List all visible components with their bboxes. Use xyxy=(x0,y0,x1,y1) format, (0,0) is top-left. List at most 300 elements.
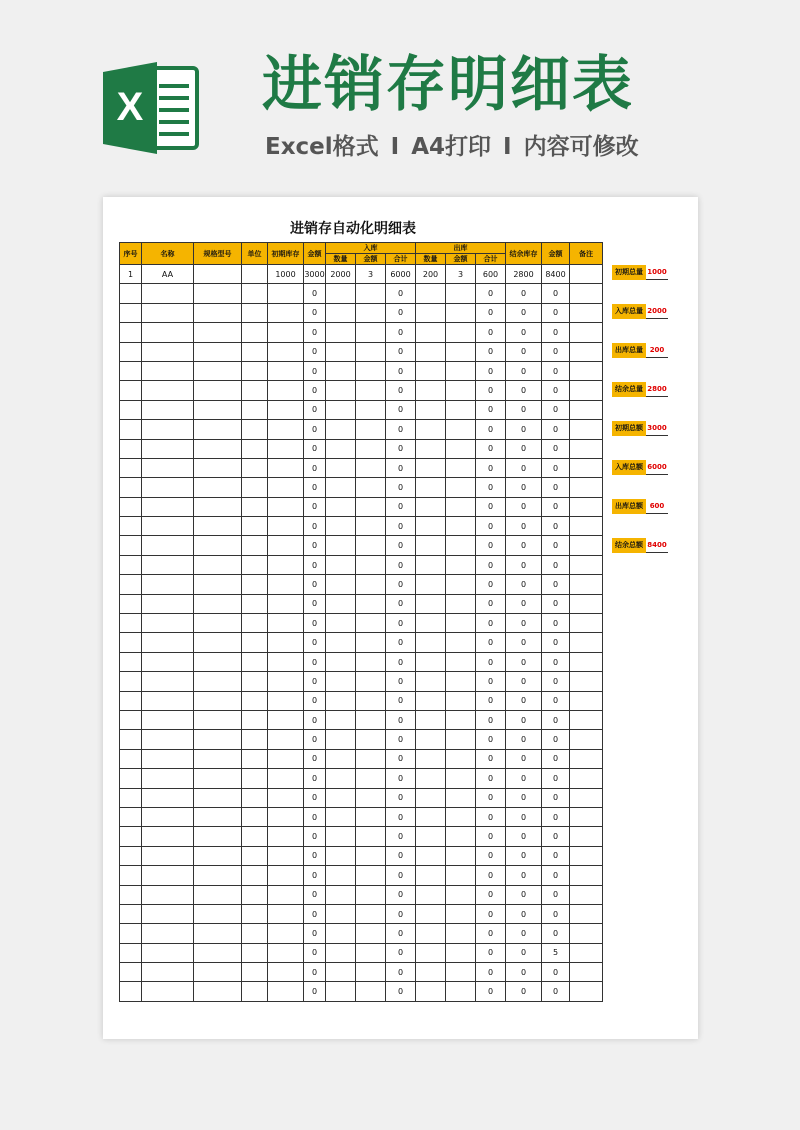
table-cell[interactable] xyxy=(268,536,304,555)
table-cell[interactable] xyxy=(570,361,603,380)
table-cell[interactable] xyxy=(446,749,476,768)
table-cell[interactable] xyxy=(326,749,356,768)
table-cell[interactable] xyxy=(142,458,194,477)
table-cell[interactable] xyxy=(242,497,268,516)
table-cell[interactable] xyxy=(356,846,386,865)
table-cell[interactable] xyxy=(416,458,446,477)
table-cell[interactable] xyxy=(416,342,446,361)
table-cell[interactable]: 0 xyxy=(476,652,506,671)
table-cell[interactable] xyxy=(142,439,194,458)
table-cell[interactable] xyxy=(326,478,356,497)
table-cell[interactable]: 0 xyxy=(476,458,506,477)
table-cell[interactable] xyxy=(416,710,446,729)
table-cell[interactable] xyxy=(242,846,268,865)
table-cell[interactable]: 2000 xyxy=(326,265,356,284)
table-cell[interactable] xyxy=(416,323,446,342)
table-cell[interactable] xyxy=(326,691,356,710)
table-cell[interactable] xyxy=(416,575,446,594)
table-cell[interactable] xyxy=(446,788,476,807)
table-cell[interactable]: 0 xyxy=(542,982,570,1001)
table-cell[interactable] xyxy=(120,323,142,342)
table-cell[interactable]: 0 xyxy=(386,788,416,807)
table-cell[interactable] xyxy=(356,575,386,594)
table-cell[interactable] xyxy=(242,614,268,633)
table-cell[interactable]: 0 xyxy=(304,342,326,361)
table-cell[interactable] xyxy=(570,788,603,807)
table-cell[interactable] xyxy=(268,361,304,380)
table-cell[interactable] xyxy=(268,633,304,652)
table-cell[interactable]: 0 xyxy=(304,536,326,555)
table-cell[interactable] xyxy=(570,846,603,865)
table-cell[interactable] xyxy=(142,963,194,982)
table-cell[interactable] xyxy=(268,827,304,846)
table-cell[interactable]: 0 xyxy=(386,807,416,826)
table-cell[interactable] xyxy=(326,614,356,633)
table-cell[interactable]: 0 xyxy=(542,710,570,729)
table-cell[interactable] xyxy=(268,672,304,691)
table-cell[interactable]: 0 xyxy=(542,614,570,633)
table-cell[interactable] xyxy=(326,400,356,419)
table-cell[interactable] xyxy=(416,885,446,904)
table-cell[interactable] xyxy=(326,807,356,826)
table-cell[interactable]: 0 xyxy=(476,400,506,419)
table-cell[interactable] xyxy=(446,575,476,594)
table-cell[interactable]: 0 xyxy=(304,497,326,516)
table-cell[interactable] xyxy=(142,594,194,613)
table-cell[interactable] xyxy=(120,303,142,322)
table-cell[interactable] xyxy=(326,555,356,574)
table-cell[interactable]: 0 xyxy=(476,943,506,962)
table-cell[interactable] xyxy=(120,555,142,574)
table-cell[interactable] xyxy=(194,594,242,613)
table-cell[interactable] xyxy=(242,807,268,826)
table-cell[interactable]: 0 xyxy=(506,827,542,846)
table-cell[interactable] xyxy=(268,555,304,574)
table-cell[interactable] xyxy=(416,303,446,322)
table-cell[interactable] xyxy=(120,982,142,1001)
table-cell[interactable]: 0 xyxy=(476,866,506,885)
table-cell[interactable] xyxy=(142,323,194,342)
table-cell[interactable] xyxy=(356,710,386,729)
table-cell[interactable] xyxy=(356,769,386,788)
table-cell[interactable] xyxy=(326,730,356,749)
table-cell[interactable] xyxy=(268,303,304,322)
table-cell[interactable] xyxy=(326,963,356,982)
table-cell[interactable]: 0 xyxy=(542,381,570,400)
table-cell[interactable]: 0 xyxy=(542,284,570,303)
table-cell[interactable] xyxy=(194,866,242,885)
table-cell[interactable]: 0 xyxy=(506,517,542,536)
table-cell[interactable]: 6000 xyxy=(386,265,416,284)
table-cell[interactable] xyxy=(416,420,446,439)
table-cell[interactable] xyxy=(142,517,194,536)
table-cell[interactable] xyxy=(416,982,446,1001)
table-cell[interactable] xyxy=(142,284,194,303)
table-cell[interactable] xyxy=(142,555,194,574)
table-cell[interactable] xyxy=(356,323,386,342)
table-cell[interactable]: 0 xyxy=(542,303,570,322)
table-cell[interactable]: 0 xyxy=(386,924,416,943)
table-cell[interactable]: 0 xyxy=(542,323,570,342)
table-cell[interactable]: 0 xyxy=(476,769,506,788)
table-cell[interactable]: 0 xyxy=(506,633,542,652)
table-cell[interactable] xyxy=(120,381,142,400)
table-cell[interactable] xyxy=(356,284,386,303)
table-cell[interactable] xyxy=(194,420,242,439)
table-cell[interactable] xyxy=(142,400,194,419)
table-cell[interactable] xyxy=(446,439,476,458)
table-cell[interactable]: 0 xyxy=(304,885,326,904)
table-cell[interactable] xyxy=(268,749,304,768)
table-cell[interactable]: 600 xyxy=(476,265,506,284)
table-cell[interactable]: 0 xyxy=(476,342,506,361)
table-cell[interactable] xyxy=(356,342,386,361)
table-cell[interactable] xyxy=(120,807,142,826)
table-cell[interactable] xyxy=(268,517,304,536)
table-cell[interactable] xyxy=(326,284,356,303)
table-cell[interactable] xyxy=(120,478,142,497)
table-cell[interactable]: 0 xyxy=(506,749,542,768)
table-cell[interactable] xyxy=(120,904,142,923)
table-cell[interactable] xyxy=(570,555,603,574)
table-cell[interactable] xyxy=(268,710,304,729)
table-cell[interactable] xyxy=(242,303,268,322)
table-cell[interactable] xyxy=(268,730,304,749)
table-cell[interactable] xyxy=(326,904,356,923)
table-cell[interactable] xyxy=(416,672,446,691)
table-cell[interactable] xyxy=(194,904,242,923)
table-cell[interactable]: 0 xyxy=(386,982,416,1001)
table-cell[interactable] xyxy=(446,517,476,536)
table-cell[interactable]: 0 xyxy=(304,807,326,826)
table-cell[interactable] xyxy=(268,381,304,400)
table-cell[interactable] xyxy=(242,381,268,400)
table-cell[interactable]: 0 xyxy=(506,342,542,361)
table-cell[interactable]: 0 xyxy=(542,749,570,768)
table-cell[interactable]: 0 xyxy=(506,943,542,962)
table-cell[interactable] xyxy=(194,497,242,516)
table-cell[interactable]: 0 xyxy=(304,672,326,691)
table-cell[interactable] xyxy=(194,691,242,710)
table-cell[interactable]: 0 xyxy=(542,807,570,826)
table-cell[interactable] xyxy=(570,400,603,419)
table-cell[interactable]: 0 xyxy=(506,788,542,807)
table-cell[interactable] xyxy=(194,807,242,826)
table-cell[interactable] xyxy=(446,672,476,691)
table-cell[interactable]: 0 xyxy=(476,536,506,555)
table-cell[interactable] xyxy=(268,963,304,982)
table-cell[interactable] xyxy=(416,652,446,671)
table-cell[interactable]: 0 xyxy=(476,982,506,1001)
table-cell[interactable] xyxy=(194,575,242,594)
table-cell[interactable]: 0 xyxy=(476,672,506,691)
table-cell[interactable]: 0 xyxy=(304,963,326,982)
table-cell[interactable]: 0 xyxy=(386,536,416,555)
table-cell[interactable] xyxy=(416,769,446,788)
table-cell[interactable] xyxy=(356,866,386,885)
table-cell[interactable] xyxy=(194,846,242,865)
table-cell[interactable] xyxy=(446,420,476,439)
table-cell[interactable] xyxy=(570,284,603,303)
table-cell[interactable]: 0 xyxy=(542,478,570,497)
table-cell[interactable]: 0 xyxy=(476,361,506,380)
table-cell[interactable] xyxy=(446,943,476,962)
table-cell[interactable] xyxy=(356,614,386,633)
table-cell[interactable]: 0 xyxy=(386,284,416,303)
table-cell[interactable]: 0 xyxy=(542,342,570,361)
table-cell[interactable] xyxy=(268,614,304,633)
table-cell[interactable] xyxy=(570,827,603,846)
table-cell[interactable] xyxy=(194,672,242,691)
table-cell[interactable] xyxy=(242,342,268,361)
table-cell[interactable] xyxy=(570,710,603,729)
table-cell[interactable] xyxy=(268,885,304,904)
table-cell[interactable] xyxy=(268,439,304,458)
table-cell[interactable] xyxy=(242,517,268,536)
table-cell[interactable] xyxy=(120,575,142,594)
table-cell[interactable]: 0 xyxy=(386,730,416,749)
table-cell[interactable] xyxy=(446,361,476,380)
table-cell[interactable] xyxy=(356,788,386,807)
table-cell[interactable]: 1 xyxy=(120,265,142,284)
table-cell[interactable]: 0 xyxy=(506,963,542,982)
table-cell[interactable]: 0 xyxy=(476,691,506,710)
table-cell[interactable]: 0 xyxy=(476,303,506,322)
table-cell[interactable]: 0 xyxy=(476,555,506,574)
table-cell[interactable] xyxy=(446,536,476,555)
table-cell[interactable] xyxy=(356,730,386,749)
table-cell[interactable] xyxy=(242,730,268,749)
table-cell[interactable] xyxy=(120,749,142,768)
table-cell[interactable] xyxy=(268,400,304,419)
table-cell[interactable] xyxy=(242,749,268,768)
table-cell[interactable] xyxy=(446,982,476,1001)
table-cell[interactable] xyxy=(120,517,142,536)
table-cell[interactable]: 0 xyxy=(506,284,542,303)
table-cell[interactable] xyxy=(326,342,356,361)
table-cell[interactable] xyxy=(570,652,603,671)
table-cell[interactable] xyxy=(268,769,304,788)
table-cell[interactable] xyxy=(446,555,476,574)
table-cell[interactable] xyxy=(142,788,194,807)
table-cell[interactable]: 0 xyxy=(476,846,506,865)
table-cell[interactable]: 0 xyxy=(476,497,506,516)
table-cell[interactable] xyxy=(194,710,242,729)
table-cell[interactable]: 0 xyxy=(386,381,416,400)
table-cell[interactable] xyxy=(120,536,142,555)
table-cell[interactable]: 0 xyxy=(476,710,506,729)
table-cell[interactable] xyxy=(326,710,356,729)
table-cell[interactable] xyxy=(142,924,194,943)
table-cell[interactable]: 0 xyxy=(386,594,416,613)
table-cell[interactable] xyxy=(194,749,242,768)
table-cell[interactable]: 0 xyxy=(304,904,326,923)
table-cell[interactable]: 0 xyxy=(304,400,326,419)
table-cell[interactable]: 0 xyxy=(506,381,542,400)
table-cell[interactable] xyxy=(268,497,304,516)
table-cell[interactable] xyxy=(120,672,142,691)
table-cell[interactable] xyxy=(570,982,603,1001)
table-cell[interactable] xyxy=(416,478,446,497)
table-cell[interactable]: 0 xyxy=(506,904,542,923)
table-cell[interactable] xyxy=(326,420,356,439)
table-cell[interactable] xyxy=(120,614,142,633)
table-cell[interactable] xyxy=(120,866,142,885)
table-cell[interactable] xyxy=(194,458,242,477)
table-cell[interactable] xyxy=(416,749,446,768)
table-cell[interactable] xyxy=(356,807,386,826)
table-cell[interactable] xyxy=(416,594,446,613)
table-cell[interactable] xyxy=(326,323,356,342)
table-cell[interactable] xyxy=(326,982,356,1001)
table-cell[interactable]: 0 xyxy=(304,982,326,1001)
table-cell[interactable]: 0 xyxy=(476,633,506,652)
table-cell[interactable] xyxy=(120,943,142,962)
table-cell[interactable] xyxy=(142,672,194,691)
table-cell[interactable]: 0 xyxy=(476,517,506,536)
table-cell[interactable]: 0 xyxy=(386,458,416,477)
table-cell[interactable] xyxy=(120,497,142,516)
table-cell[interactable] xyxy=(120,439,142,458)
table-cell[interactable] xyxy=(446,400,476,419)
table-cell[interactable] xyxy=(570,614,603,633)
table-cell[interactable] xyxy=(326,361,356,380)
table-cell[interactable] xyxy=(194,614,242,633)
table-cell[interactable]: 0 xyxy=(304,420,326,439)
table-cell[interactable] xyxy=(120,730,142,749)
table-cell[interactable] xyxy=(242,924,268,943)
table-cell[interactable] xyxy=(194,284,242,303)
table-cell[interactable] xyxy=(120,710,142,729)
table-cell[interactable] xyxy=(120,594,142,613)
table-cell[interactable] xyxy=(446,769,476,788)
table-cell[interactable] xyxy=(142,769,194,788)
table-cell[interactable] xyxy=(120,361,142,380)
table-cell[interactable] xyxy=(242,904,268,923)
table-cell[interactable] xyxy=(242,710,268,729)
table-cell[interactable] xyxy=(242,400,268,419)
table-cell[interactable]: 0 xyxy=(476,420,506,439)
table-cell[interactable] xyxy=(242,323,268,342)
table-cell[interactable] xyxy=(194,652,242,671)
table-cell[interactable]: 0 xyxy=(542,963,570,982)
table-cell[interactable] xyxy=(570,807,603,826)
table-cell[interactable] xyxy=(446,827,476,846)
table-cell[interactable]: 0 xyxy=(542,924,570,943)
table-cell[interactable] xyxy=(268,284,304,303)
table-cell[interactable] xyxy=(326,827,356,846)
table-cell[interactable] xyxy=(446,478,476,497)
table-cell[interactable] xyxy=(326,943,356,962)
table-cell[interactable] xyxy=(268,866,304,885)
table-cell[interactable] xyxy=(416,614,446,633)
table-cell[interactable]: 0 xyxy=(542,361,570,380)
table-cell[interactable] xyxy=(120,633,142,652)
table-cell[interactable]: 0 xyxy=(304,633,326,652)
table-cell[interactable] xyxy=(242,361,268,380)
table-cell[interactable]: 0 xyxy=(304,943,326,962)
table-cell[interactable] xyxy=(416,924,446,943)
table-cell[interactable]: 0 xyxy=(542,672,570,691)
table-cell[interactable] xyxy=(356,672,386,691)
table-cell[interactable]: 0 xyxy=(476,807,506,826)
table-cell[interactable] xyxy=(570,730,603,749)
table-cell[interactable]: 0 xyxy=(542,827,570,846)
table-cell[interactable]: 0 xyxy=(542,769,570,788)
table-cell[interactable] xyxy=(416,827,446,846)
table-cell[interactable]: 0 xyxy=(304,594,326,613)
table-cell[interactable] xyxy=(356,361,386,380)
table-cell[interactable]: 0 xyxy=(304,924,326,943)
table-cell[interactable] xyxy=(356,381,386,400)
table-cell[interactable] xyxy=(268,575,304,594)
table-cell[interactable] xyxy=(142,982,194,1001)
table-cell[interactable] xyxy=(242,458,268,477)
table-cell[interactable] xyxy=(120,420,142,439)
table-cell[interactable]: 0 xyxy=(304,439,326,458)
table-cell[interactable]: 8400 xyxy=(542,265,570,284)
table-cell[interactable] xyxy=(142,303,194,322)
table-cell[interactable] xyxy=(242,265,268,284)
table-cell[interactable]: 0 xyxy=(476,284,506,303)
table-cell[interactable] xyxy=(242,575,268,594)
table-cell[interactable] xyxy=(416,904,446,923)
table-cell[interactable] xyxy=(356,963,386,982)
table-cell[interactable]: 0 xyxy=(542,536,570,555)
table-cell[interactable]: 0 xyxy=(386,497,416,516)
table-cell[interactable] xyxy=(446,303,476,322)
table-cell[interactable] xyxy=(416,439,446,458)
table-cell[interactable] xyxy=(356,400,386,419)
table-cell[interactable] xyxy=(356,497,386,516)
table-cell[interactable]: 0 xyxy=(542,517,570,536)
table-cell[interactable]: 0 xyxy=(386,323,416,342)
table-cell[interactable]: 0 xyxy=(506,575,542,594)
table-cell[interactable] xyxy=(242,439,268,458)
table-cell[interactable] xyxy=(446,710,476,729)
table-cell[interactable]: 0 xyxy=(476,788,506,807)
table-cell[interactable] xyxy=(446,284,476,303)
table-cell[interactable] xyxy=(356,478,386,497)
table-cell[interactable] xyxy=(446,807,476,826)
table-cell[interactable]: 0 xyxy=(506,361,542,380)
table-cell[interactable] xyxy=(268,594,304,613)
table-cell[interactable] xyxy=(326,381,356,400)
table-cell[interactable] xyxy=(142,904,194,923)
table-cell[interactable] xyxy=(356,517,386,536)
table-cell[interactable] xyxy=(242,943,268,962)
table-cell[interactable] xyxy=(416,730,446,749)
table-cell[interactable]: 0 xyxy=(386,652,416,671)
table-cell[interactable] xyxy=(416,361,446,380)
table-cell[interactable] xyxy=(416,633,446,652)
table-cell[interactable] xyxy=(268,691,304,710)
table-cell[interactable] xyxy=(326,439,356,458)
table-cell[interactable] xyxy=(242,691,268,710)
table-cell[interactable]: 0 xyxy=(506,769,542,788)
table-cell[interactable] xyxy=(416,381,446,400)
table-cell[interactable] xyxy=(120,924,142,943)
table-cell[interactable] xyxy=(268,420,304,439)
table-cell[interactable]: AA xyxy=(142,265,194,284)
table-cell[interactable]: 0 xyxy=(304,769,326,788)
table-cell[interactable]: 0 xyxy=(542,400,570,419)
table-cell[interactable]: 0 xyxy=(476,614,506,633)
table-cell[interactable] xyxy=(120,788,142,807)
table-cell[interactable] xyxy=(326,866,356,885)
table-cell[interactable] xyxy=(570,265,603,284)
table-cell[interactable]: 0 xyxy=(386,614,416,633)
